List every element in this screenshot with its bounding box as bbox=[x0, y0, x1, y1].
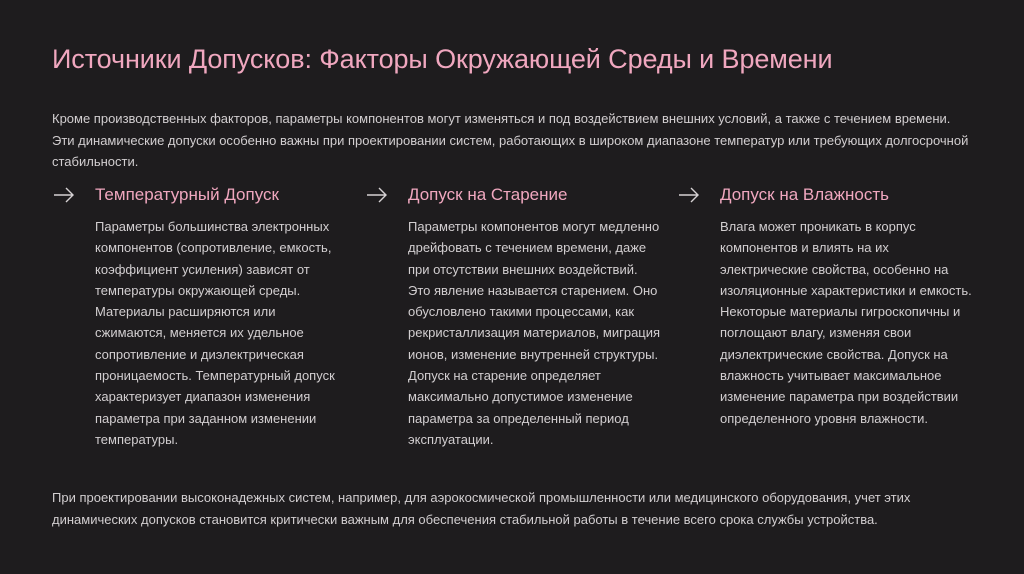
column-text: Параметры большинства электронных компонентов (сопротивление, емкость, коэффициент усиления) зависят от температуры окружающей среды. Материалы расширяются или сжимаются, меняется их удельное сопротивление и диэлектрическая проницаемость. Температурный допуск характеризует диапазон изменения параметра при заданном изменении температуры. bbox=[95, 219, 335, 447]
column-header bbox=[52, 183, 322, 209]
column-title: Температурный Допуск bbox=[95, 185, 279, 204]
arrow-right-icon bbox=[365, 186, 389, 204]
column-aging bbox=[365, 183, 661, 447]
page-title: Источники Допусков: Факторы Окружающей Среды и Времени bbox=[52, 44, 833, 74]
arrow-right-icon bbox=[52, 186, 76, 204]
column-header bbox=[677, 183, 947, 209]
column-title: Допуск на Влажность bbox=[720, 185, 889, 204]
intro-paragraph: Кроме производственных факторов, параметры компонентов могут изменяться и под воздействием внешних условий, а также с течением времени. Эти динамические допуски особенно важны при проектировании систем, работающих в широком диапазоне температур или требующих долгосрочной стабильности. bbox=[52, 111, 969, 169]
column-header bbox=[365, 183, 635, 209]
column-humidity bbox=[677, 183, 972, 426]
outro-paragraph: При проектировании высоконадежных систем, например, для аэрокосмической промышленности или медицинского оборудования, учет этих динамических допусков становится критически важным для обеспечения стабильной работы в течение всего срока службы устройства. bbox=[52, 490, 911, 527]
column-text: Параметры компонентов могут медленно дрейфовать с течением времени, даже при отсутствии внешних воздействий. Это явление называется старением. Оно обусловлено такими процессами, как рекристаллизация материалов, миграция ионов, изменение внутренней структуры. Допуск на старение определяет максимально допустимое изменение параметра за определенный период эксплуатации. bbox=[408, 219, 661, 447]
column-text: Влага может проникать в корпус компонентов и влиять на их электрические свойства, особенно на изоляционные характеристики и емкость. Некоторые материалы гигроскопичны и поглощают влагу, изменяя свои диэлектрические свойства. Допуск на влажность учитывает максимальное изменение параметра при воздействии определенного уровня влажности. bbox=[720, 219, 972, 426]
column-title: Допуск на Старение bbox=[408, 185, 568, 204]
column-temperature bbox=[52, 183, 335, 447]
arrow-right-icon bbox=[677, 186, 701, 204]
